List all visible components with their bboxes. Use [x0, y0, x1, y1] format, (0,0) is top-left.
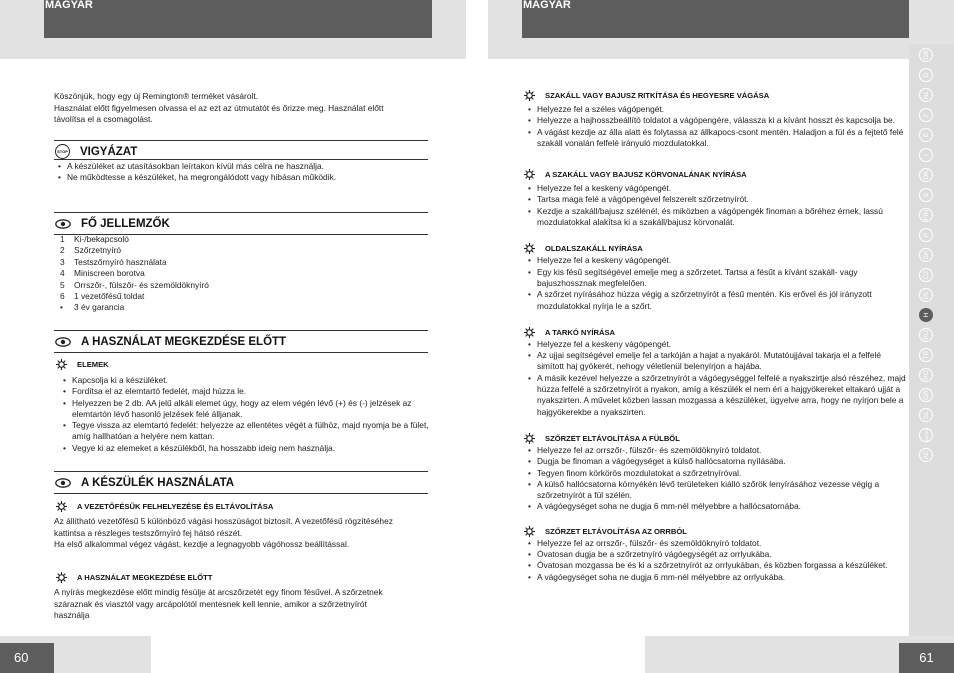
lang-tab[interactable]: F — [919, 108, 933, 122]
start-subheading — [56, 572, 212, 583]
sun-icon — [524, 433, 535, 444]
section-ear — [524, 433, 909, 513]
list-item: 3 Testszőrnyíró használata — [60, 256, 167, 267]
list-item: • Helyezze fel a keskeny vágópengét. — [524, 255, 909, 266]
warning-list — [54, 161, 434, 184]
list-item: • Vegye ki az elemeket a készülékből, ha hosszabb ideig nem használja. — [59, 443, 432, 454]
lang-tab[interactable]: GB — [919, 48, 933, 62]
start-title: A HASZNÁLAT MEGKEZDÉSE ELŐTT — [77, 573, 213, 582]
divider — [54, 493, 428, 494]
list-item: • Tegye vissza az elemtartó fedelét: helyezze az ellentétes végét a fülhöz, majd nyomja be a fület, amíg hallhatóan a helyére nem kattan. — [59, 420, 432, 443]
lang-tab[interactable]: AE — [919, 448, 933, 462]
lang-tab[interactable]: D — [919, 68, 933, 82]
sun-icon — [524, 90, 535, 101]
lang-tab[interactable]: PL — [919, 288, 933, 302]
divider — [54, 212, 428, 213]
divider — [54, 352, 428, 353]
right-header-title: MAGYAR — [523, 0, 571, 11]
list-item: • Tartsa maga felé a vágópengével felszerelt szőrzetnyírót. — [524, 194, 909, 205]
batteries-list — [59, 375, 432, 454]
lang-tab[interactable]: I — [919, 148, 933, 162]
list-item: • Helyezze fel a széles vágópengét. — [524, 104, 909, 115]
sun-icon — [524, 526, 535, 537]
section-sideburns — [524, 243, 909, 311]
list-item: 4 Miniscreen borotva — [60, 268, 145, 279]
eye-icon — [55, 337, 71, 347]
right-header-bar — [522, 0, 909, 38]
batteries-subheading — [56, 359, 109, 370]
lang-tab[interactable]: TR — [919, 348, 933, 362]
comb-paragraph: Az állítható vezetőfésű 5 különböző vágási hosszúságot biztosít. A vezetőfésű rögzítéséhez kattintsa a részleges testszőrnyíró fej hátsó részét. Ha első alkalommal végez vágást, kezdje a legnagyobb vágóhossz beállítással. — [54, 516, 393, 549]
lang-tab[interactable]: FIN — [919, 208, 933, 222]
section-title: SZŐRZET ELTÁVOLÍTÁSA A FÜLBŐL — [545, 433, 680, 443]
lang-tab[interactable]: S — [919, 188, 933, 202]
sun-icon — [524, 327, 535, 338]
section-nose — [524, 526, 909, 583]
list-item: • Helyezze fel a keskeny vágópengét. — [524, 339, 909, 350]
sun-icon — [524, 243, 535, 254]
list-item: 5 Orrszőr-, fülszőr- és szemöldöknyíró — [60, 279, 209, 290]
before-use-title: A HASZNÁLAT MEGKEZDÉSE ELŐTT — [81, 336, 287, 348]
list-item: • A készüléket az utasításokban leírtakon kívül más célra ne használja. — [54, 161, 434, 172]
lang-tab[interactable]: GR — [919, 388, 933, 402]
list-item: • Egy kis fésű segítségével emelje meg a szőrzetet. Tartsa a fésűt a kívánt szakáll- vagy bajuszhossznak megfelelően. — [524, 267, 909, 290]
divider — [54, 140, 428, 141]
list-item: • Ne működtesse a készüléket, ha megrongálódott vagy hibásan működik. — [54, 172, 434, 183]
list-item: • Kapcsolja ki a készüléket. — [59, 375, 432, 386]
left-header-bar — [44, 0, 432, 38]
lang-tab[interactable]: RU — [919, 328, 933, 342]
section-title: A SZAKÁLL VAGY BAJUSZ KÖRVONALÁNAK NYÍRÁSA — [545, 170, 747, 180]
list-item: 6 1 vezetőfésű toldat — [60, 291, 145, 302]
usage-heading — [55, 477, 234, 489]
list-item: • Az ujjai segítségével emelje fel a tarkóján a hajat a nyakáról. Mutatóujjával takarja el a felfelé simított haj gyökerét, nehogy véletlenül belenyírjon a hajába. — [524, 350, 909, 373]
lang-tab[interactable]: DK — [919, 168, 933, 182]
lang-tab-active[interactable]: H — [919, 308, 933, 322]
sun-icon — [524, 169, 535, 180]
sun-icon — [56, 501, 67, 512]
left-header-title: MAGYAR — [45, 0, 93, 11]
list-item: 2 Szőrzetnyíró — [60, 245, 122, 256]
list-item: • Helyezzen be 2 db. AA jelű alkáli elemet úgy, hogy az elem végén lévő (+) és (-) jelzések az elemtartón lévő hasonló jelzések felé álljanak. — [59, 398, 432, 421]
section-title: OLDALSZAKÁLL NYÍRÁSA — [545, 244, 643, 254]
warning-title: VIGYÁZAT — [80, 145, 138, 158]
list-item: • Tegyen finom körkörös mozdulatokat a szőrzetnyíróval. — [524, 468, 909, 479]
section-beard-outline — [524, 169, 909, 228]
lang-tab[interactable]: SK — [919, 248, 933, 262]
list-item: • Óvatosan dugja be a szőrzetnyíró vágóegységét az orrlyukába. — [524, 549, 909, 560]
list-item: • A vágást kezdje az álla alatt és folytassa az állkapocs-csont mentén. Haladjon a fül és a fejtető felé szakáll vonalán felfelé irányuló mozdulatokkal. — [524, 127, 909, 150]
sun-icon — [56, 359, 67, 370]
list-item: • Helyezze a hajhosszbeállító toldatot a vágópengére, válassza ki a kívánt hosszt és kapcsolja be. — [524, 115, 909, 126]
before-use-heading — [55, 336, 286, 348]
section-title: SZAKÁLL VAGY BAJUSZ RITKÍTÁSA ÉS HEGYESRE VÁGÁSA — [545, 91, 770, 100]
lang-tab[interactable]: SL — [919, 408, 933, 422]
list-item: • A szőrzet nyírásához húzza végig a szőrzetnyírót a fésű mentén. Kis erővel és jól irányzott mozdulatokkal nyírja le a szőrt. — [524, 289, 909, 312]
right-page-number: 61 — [899, 643, 954, 673]
left-page-number: 60 — [0, 643, 54, 673]
list-item: • 3 év garancia — [60, 302, 125, 313]
batteries-title: ELEMEK — [77, 360, 109, 369]
lang-tab[interactable]: HR/SRB — [919, 428, 933, 442]
features-title: FŐ JELLEMZŐK — [81, 218, 170, 230]
warning-heading — [55, 144, 137, 159]
lang-tab[interactable]: E — [919, 128, 933, 142]
lang-tab[interactable]: NL — [919, 88, 933, 102]
eye-icon — [55, 219, 71, 229]
comb-title: A VEZETŐFÉSŰK FELHELYEZÉSE ÉS ELTÁVOLÍTÁSA — [77, 502, 274, 511]
section-nape — [524, 327, 909, 418]
start-paragraph: A nyírás megkezdése előtt mindig fésülje át arcszőrzetét egy finom fésűvel. A szőrzetnek száraznak és viasztól vagy arcápolótól mentesnek kell lennie, amikor a szőrzetnyírót használja — [54, 587, 383, 620]
lang-tab[interactable]: CZ — [919, 268, 933, 282]
divider — [54, 330, 428, 331]
features-heading — [55, 218, 170, 230]
section-beard-trim — [524, 90, 909, 149]
sun-icon — [56, 572, 67, 583]
language-tab-list — [916, 48, 936, 468]
lang-tab[interactable]: RO — [919, 368, 933, 382]
divider — [54, 471, 428, 472]
list-item: • Helyezze fel az orrszőr-, fülszőr- és szemöldöknyíró toldatot. — [524, 445, 909, 456]
right-content — [524, 90, 909, 583]
list-item: • Óvatosan mozgassa be és ki a szőrzetnyírót az orrlyukában, és közben forgassa a készüléket. — [524, 560, 909, 571]
list-item: • A vágóegységet soha ne dugja 6 mm-nél mélyebbre az orrlyukába. — [524, 572, 909, 583]
list-item: • Dugja be finoman a vágóegységet a külső hallócsatorna nyílásába. — [524, 456, 909, 467]
eye-icon — [55, 478, 71, 488]
list-item: • Fordítsa el az elemtartó fedelét, majd húzza le. — [59, 386, 432, 397]
usage-title: A KÉSZÜLÉK HASZNÁLATA — [81, 477, 235, 489]
list-item: • A másik kezével helyezze a szőrzetnyírót a vágóegységgel felfelé a nyakszirtje alsó részéhez, majd húzza felfelé a szőrzetnyírót a nyakon, amíg a készülék el nem éri a hajgyökereket eltakaró ujját a nyakszirten. A művelet közben lassan mozgassa a készüléket, ügyelve arra, hogy ne nyírjon bele a hajgyökerekbe a nyakszirten. — [524, 373, 909, 418]
stop-icon: STOP — [55, 144, 70, 159]
list-item: • Helyezze fel az orrszőr-, fülszőr- és szemöldöknyíró toldatot. — [524, 538, 909, 549]
intro-text: Köszönjük, hogy egy új Remington® terméket vásárolt. Használat előtt figyelmesen olvassa el az ezt az útmutatót és őrizze meg. Használat előtt távolítsa el a csomagolást. — [54, 91, 384, 124]
divider — [54, 159, 428, 160]
section-title: SZŐRZET ELTÁVOLÍTÁSA AZ ORRBÓL — [545, 526, 687, 536]
list-item: • Helyezze fel a keskeny vágópengét. — [524, 183, 909, 194]
lang-tab[interactable]: P — [919, 228, 933, 242]
list-item: • A vágóegységet soha ne dugja 6 mm-nél mélyebbre a hallócsatornába. — [524, 501, 909, 512]
features-list — [57, 234, 417, 314]
section-title: A TARKÓ NYÍRÁSA — [545, 327, 616, 337]
list-item: 1 Ki-/bekapcsoló — [60, 234, 129, 244]
list-item: • A külső hallócsatorna környékén lévő területeken kiálló szőrök lenyírásához vezesse végig a szőrzetnyírót a fül szélén. — [524, 479, 909, 502]
comb-subheading — [56, 501, 273, 512]
list-item: • Kezdje a szakáll/bajusz szélénél, és miközben a vágópengék finoman a bőréhez érnek, lassú mozdulatokkal alakítsa ki a szakáll/bajusz körvonalát. — [524, 206, 909, 229]
